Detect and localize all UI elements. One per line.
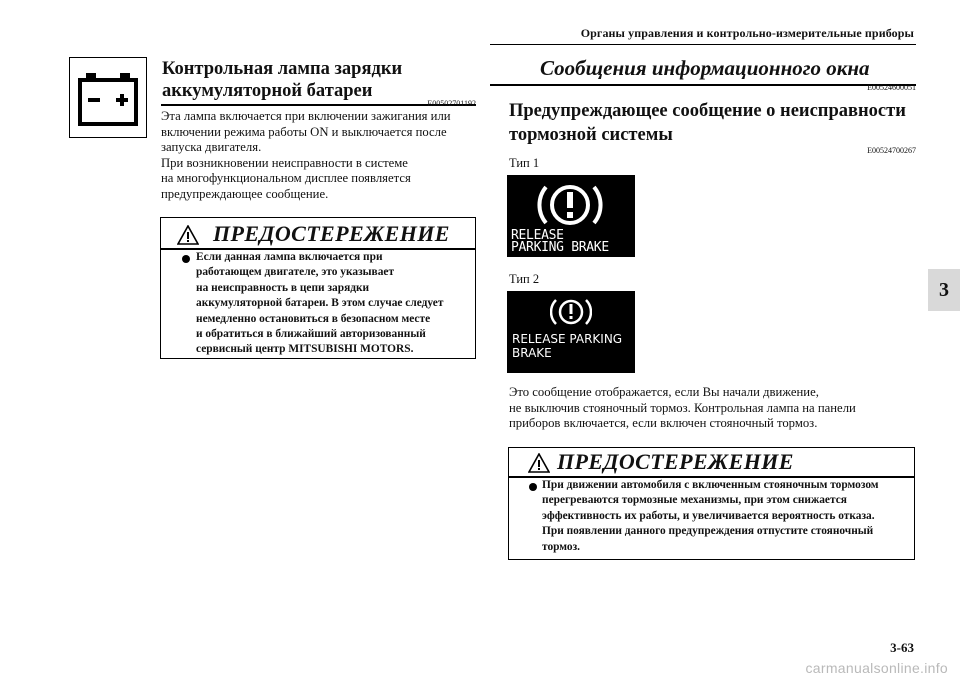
section-rule <box>490 84 916 86</box>
screen1-line1: RELEASE <box>511 228 564 243</box>
battery-code: E00502701192 <box>427 99 476 108</box>
text-line: на многофункциональном дисплее появляется <box>161 171 411 186</box>
battery-warning-text <box>196 250 474 358</box>
brake-warning-text <box>542 478 914 555</box>
chapter-tab[interactable]: 3 <box>928 269 960 311</box>
warning-line: аккумуляторной батареи. В этом случае следует <box>196 297 444 310</box>
brake-warning-icon <box>550 295 592 329</box>
bullet-icon <box>182 255 190 263</box>
text-line: При возникновении неисправности в системе <box>161 155 408 170</box>
brake-warning-box <box>508 447 915 560</box>
text-line: приборов включается, если включен стояночный тормоз. <box>509 416 818 431</box>
warning-line: перегреваются тормозные механизмы, при этом снижается <box>542 494 847 507</box>
warning-line: эффективность их работы, и увеличивается вероятность отказа. <box>542 509 875 522</box>
battery-warning-box <box>160 217 476 359</box>
text-line: Эта лампа включается при включении зажигания или <box>161 109 451 123</box>
warning-line: сервисный центр MITSUBISHI MOTORS. <box>196 343 414 356</box>
warning-line: на неисправность в цепи зарядки <box>196 281 370 294</box>
type2-label: Тип 2 <box>509 272 540 286</box>
text-line: включении режима работы ON и выключается после <box>161 124 447 139</box>
warning-title: ПРЕДОСТЕРЕЖЕНИЕ <box>557 449 794 474</box>
text-line: Это сообщение отображается, если Вы начали движение, <box>509 385 819 399</box>
section-title: Сообщения информационного окна <box>540 56 870 80</box>
type1-display-screen <box>507 175 635 257</box>
text-line: запуска двигателя. <box>161 140 262 155</box>
battery-lamp-heading <box>162 58 402 102</box>
warning-line: немедленно остановиться в безопасном месте <box>196 312 431 325</box>
screen2-line1: RELEASE PARKING <box>512 332 623 346</box>
watermark[interactable]: carmanualsonline.info <box>805 660 948 676</box>
type2-display-screen <box>507 291 635 373</box>
battery-heading-line1: Контрольная лампа зарядки <box>162 59 403 79</box>
type1-label: Тип 1 <box>509 156 540 170</box>
brake-heading-code: E00524700267 <box>867 146 916 155</box>
battery-charge-icon <box>69 57 147 138</box>
brake-warning-icon <box>536 179 604 231</box>
warning-line: тормоз. <box>542 540 581 553</box>
bullet-icon <box>529 483 537 491</box>
running-header: Органы управления и контрольно-измерительные приборы <box>580 26 914 40</box>
battery-icon-graphic <box>70 58 146 137</box>
warning-line: работающем двигателе, это указывает <box>196 266 395 279</box>
warning-line: Если данная лампа включается при <box>196 251 383 263</box>
text-line: не выключив стояночный тормоз. Контрольная лампа на панели <box>509 400 856 415</box>
brake-description <box>509 385 929 432</box>
warning-triangle-icon <box>528 453 550 473</box>
page-number: 3-63 <box>890 640 914 655</box>
warning-line: При появлении данного предупреждения отпустите стояночный <box>542 525 874 538</box>
screen2-line2: BRAKE <box>512 346 552 360</box>
screen1-line2: PARKING BRAKE <box>511 240 609 255</box>
battery-description <box>161 109 481 203</box>
warning-title: ПРЕДОСТЕРЕЖЕНИЕ <box>213 221 450 246</box>
header-rule <box>490 44 916 45</box>
section-code: E00524600051 <box>867 83 916 92</box>
warning-line: При движении автомобиля с включенным стояночным тормозом <box>542 479 879 491</box>
brake-heading-line2: тормозной системы <box>509 125 673 145</box>
warning-line: и обратиться в ближайший авторизованный <box>196 328 426 341</box>
brake-warning-heading <box>509 99 921 147</box>
brake-heading-line1: Предупреждающее сообщение о неисправности <box>509 101 906 121</box>
battery-heading-line2: аккумуляторной батареи <box>162 81 373 101</box>
text-line: предупреждающее сообщение. <box>161 186 329 201</box>
warning-triangle-icon <box>177 225 199 245</box>
